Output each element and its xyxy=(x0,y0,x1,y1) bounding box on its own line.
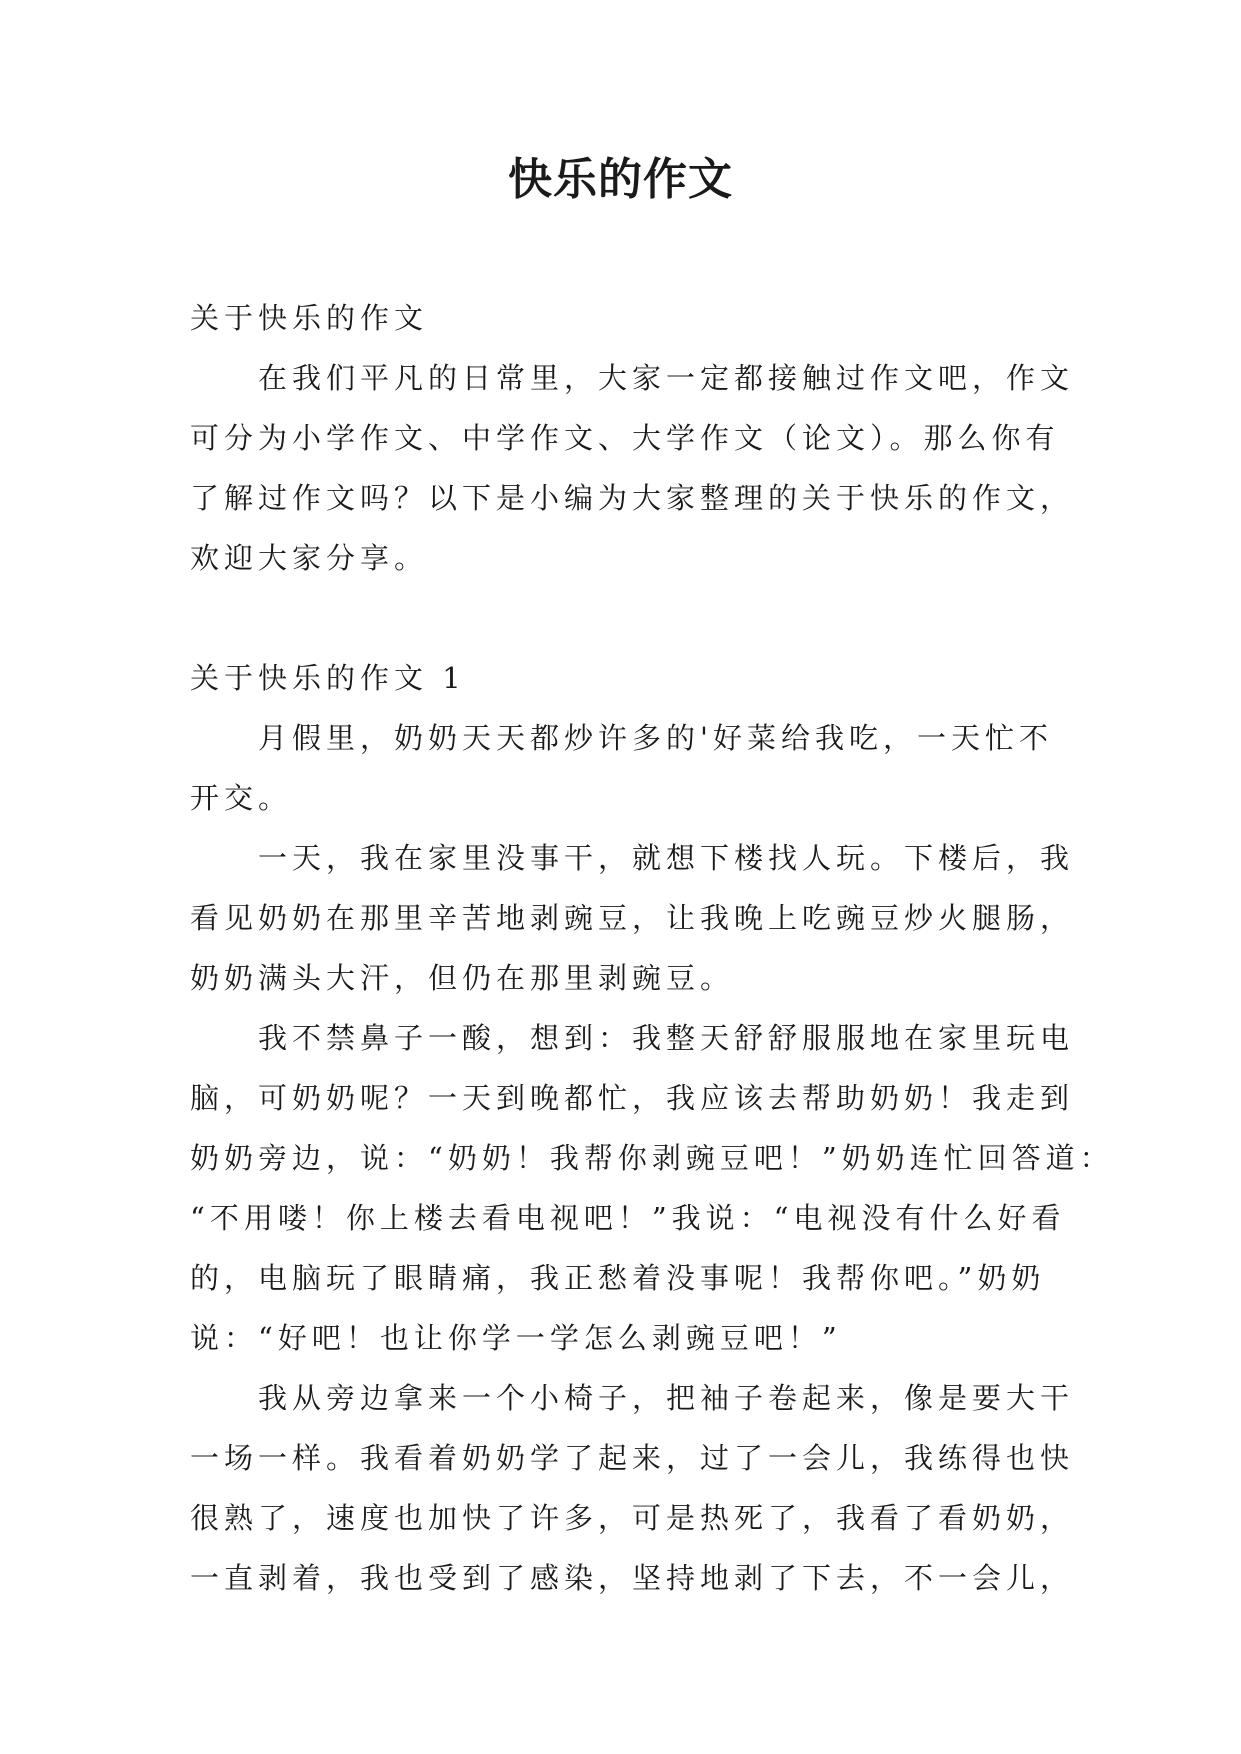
text-line: 欢迎大家分享。 xyxy=(190,541,429,575)
text-line: 可分为小学作文、中学作文、大学作文（论文）。那么你有 xyxy=(190,421,1060,455)
text-line: 我从旁边拿来一个小椅子，把袖子卷起来，像是要大干 xyxy=(258,1381,1075,1415)
document-body xyxy=(190,288,1114,1608)
text-line: 一天，我在家里没事干，就想下楼找人玩。下楼后，我 xyxy=(258,841,1075,875)
text-line: 月假里，奶奶天天都炒许多的'好菜给我吃，一天忙不 xyxy=(258,721,1053,755)
text-line: 了解过作文吗？以下是小编为大家整理的关于快乐的作文， xyxy=(190,481,1075,515)
text-line: 的，电脑玩了眼睛痛，我正愁着没事呢！我帮你吧。”奶奶 xyxy=(190,1261,1046,1295)
text-line: 奶奶旁边，说：“奶奶！我帮你剥豌豆吧！”奶奶连忙回答道： xyxy=(190,1141,1114,1175)
text-line: 说：“好吧！也让你学一学怎么剥豌豆吧！” xyxy=(190,1321,842,1355)
text-line: 关于快乐的作文 xyxy=(190,301,429,335)
section-heading: 关于快乐的作文 1 xyxy=(190,661,466,695)
text-line: 很熟了，速度也加快了许多，可是热死了，我看了看奶奶， xyxy=(190,1501,1075,1535)
text-line: 在我们平凡的日常里，大家一定都接触过作文吧，作文 xyxy=(258,361,1075,395)
text-line: 开交。 xyxy=(190,781,293,815)
blank-line xyxy=(190,588,1052,648)
text-line: “不用喽！你上楼去看电视吧！”我说：“电视没有什么好看 xyxy=(190,1201,1066,1235)
text-line: 一场一样。我看着奶奶学了起来，过了一会儿，我练得也快 xyxy=(190,1441,1075,1475)
text-line: 奶奶满头大汗，但仍在那里剥豌豆。 xyxy=(190,961,735,995)
text-line: 看见奶奶在那里辛苦地剥豌豆，让我晚上吃豌豆炒火腿肠， xyxy=(190,901,1075,935)
document-title: 快乐的作文 xyxy=(508,154,733,205)
text-line: 一直剥着，我也受到了感染，坚持地剥了下去，不一会儿， xyxy=(190,1561,1075,1595)
text-line: 脑，可奶奶呢？一天到晚都忙，我应该去帮助奶奶！我走到 xyxy=(190,1081,1075,1115)
text-line: 我不禁鼻子一酸，想到：我整天舒舒服服地在家里玩电 xyxy=(258,1021,1075,1055)
